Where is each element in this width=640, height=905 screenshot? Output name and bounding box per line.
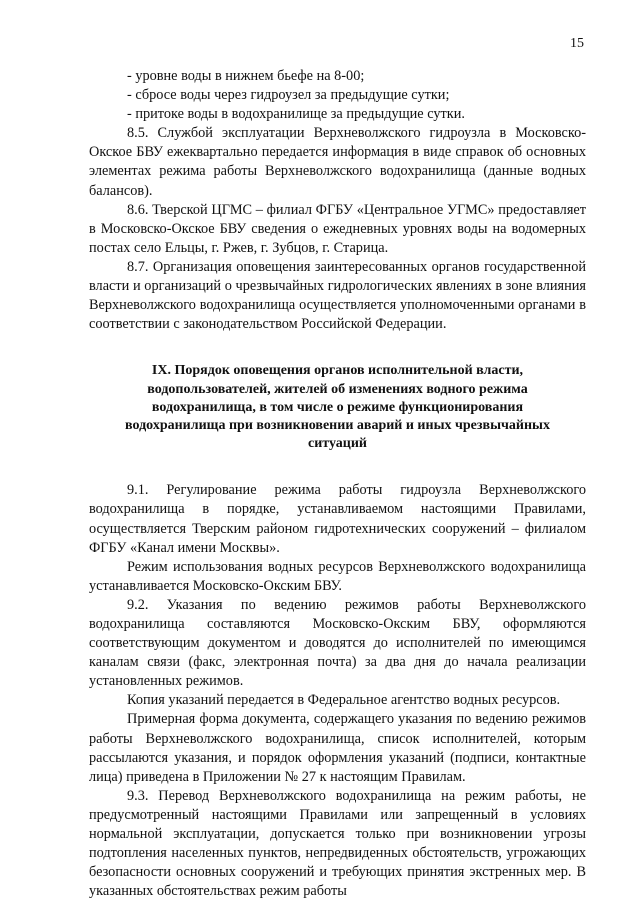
paragraph-8-7: 8.7. Организация оповещения заинтересованных органов государственной власти и организаций о чрезвычайных гидрологических явлениях в зоне влияния Верхневолжского водохранилища осуществляется уполномоченными органами в соответствии с законодательством Российской Федерации.: [89, 258, 586, 333]
page-number: 15: [570, 36, 584, 51]
paragraph-9-1: 9.1. Регулирование режима работы гидроузла Верхневолжского водохранилища в порядке, устанавливаемом настоящими Правилами, осуществляется Тверским районом гидротехнических сооружений – филиалом ФГБУ «Канал имени Москвы».: [89, 482, 586, 556]
document-body: [89, 67, 586, 901]
list-item-inflow: - притоке воды в водохранилище за предыдущие сутки.: [127, 106, 465, 123]
paragraph-9-2-form: Примерная форма документа, содержащего указания по ведению режимов работы Верхневолжского водохранилища, список исполнителей, которым рассылаются указания, и порядок оформления указаний (подписи, контактные лица) приведена в Приложении № 27 к настоящим Правилам.: [89, 711, 586, 785]
paragraph-8-5: 8.5. Службой эксплуатации Верхневолжского гидроузла в Московско-Окское БВУ ежеквартально передается информация в виде справок об основных элементах режима работы Верхневолжского водохранилища (данные водных балансов).: [89, 125, 586, 199]
list-item-water-level: - уровне воды в нижнем бьефе на 8-00;: [127, 68, 365, 84]
list-item-discharge: - сбросе воды через гидроузел за предыдущие сутки;: [127, 87, 450, 104]
section-9-heading: IX. Порядок оповещения органов исполнительной власти, водопользователей, жителей об изменениях водного режима водохранилища, в том числе о режиме функционирования водохранилища при возникновении аварий и иных чрезвычайных ситуаций: [125, 363, 550, 452]
paragraph-9-2-copy: Копия указаний передается в Федеральное агентство водных ресурсов.: [127, 692, 561, 709]
paragraph-8-6: 8.6. Тверской ЦГМС – филиал ФГБУ «Центральное УГМС» предоставляет в Московско-Окское БВУ сведения о ежедневных уровнях воды на водомерных постах село Ельцы, г. Ржев, г. Зубцов, г. Старица.: [89, 201, 586, 256]
paragraph-9-2: 9.2. Указания по ведению режимов работы Верхневолжского водохранилища составляются Московско-Окским БВУ, оформляются соответствующим документом и доводятся до исполнителей по имеющимся каналам связи (факс, электронная почта) за два дня до начала реализации установленных режимов.: [89, 596, 586, 690]
paragraph-9-1-regime: Режим использования водных ресурсов Верхневолжского водохранилища устанавливается Московско-Окским БВУ.: [89, 558, 586, 594]
paragraph-9-3: 9.3. Перевод Верхневолжского водохранилища на режим работы, не предусмотренный настоящими Правилами или запрещенный в условиях нормальной эксплуатации, допускается только при возникновении угрозы подтопления населенных пунктов, непредвиденных обстоятельств, угрожающих безопасности основных сооружений и требующих принятия экстренных мер. В указанных обстоятельствах режим работы: [89, 787, 586, 900]
